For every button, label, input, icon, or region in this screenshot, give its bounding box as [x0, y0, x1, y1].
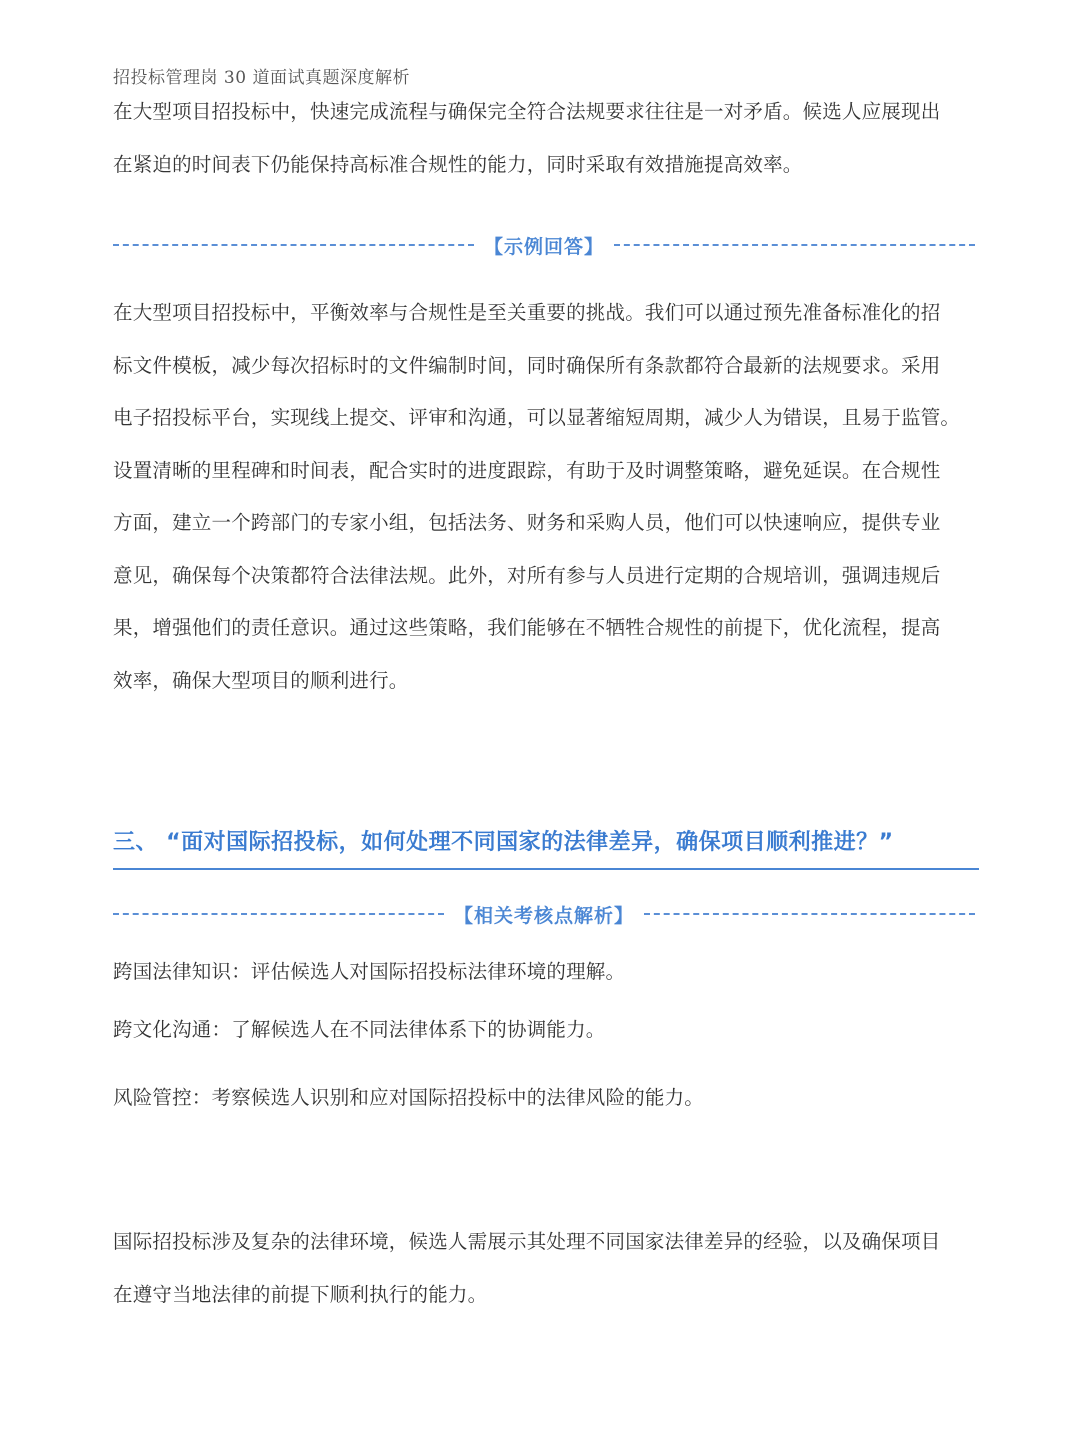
divider-dash-left [113, 244, 474, 246]
assessment-point: 跨文化沟通：了解候选人在不同法律体系下的协调能力。 [113, 1018, 606, 1041]
sample-answer-divider [113, 230, 975, 260]
assessment-points-label: 【相关考核点解析】 [454, 904, 635, 927]
answer-line: 果，增强他们的责任意识。通过这些策略，我们能够在不牺牲合规性的前提下，优化流程，提高 [113, 616, 941, 639]
answer-line: 电子招投标平台，实现线上提交、评审和沟通，可以显著缩短周期，减少人为错误，且易于监管。 [113, 406, 961, 429]
sample-answer-label: 【示例回答】 [484, 235, 605, 258]
intro-line: 在大型项目招投标中，快速完成流程与确保完全符合法规要求往往是一对矛盾。候选人应展现出 [113, 100, 941, 123]
summary-line: 在遵守当地法律的前提下顺利执行的能力。 [113, 1282, 488, 1306]
divider-dash-left [113, 913, 444, 915]
answer-line: 意见，确保每个决策都符合法律法规。此外，对所有参与人员进行定期的合规培训，强调违规后 [113, 563, 941, 587]
section-3-summary-paragraph [113, 1216, 993, 1321]
divider-dash-right [614, 244, 975, 246]
document-header-title: 招投标管理岗 30 道面试真题深度解析 [113, 68, 410, 88]
divider-dash-right [644, 913, 975, 915]
assessment-point: 跨国法律知识：评估候选人对国际招投标法律环境的理解。 [113, 960, 626, 983]
answer-line: 标文件模板，减少每次招标时的文件编制时间，同时确保所有条款都符合最新的法规要求。采用 [113, 353, 941, 377]
section-3-heading: 三、 “面对国际招投标，如何处理不同国家的法律差异，确保项目顺利推进？” [113, 822, 979, 870]
intro-line: 在紧迫的时间表下仍能保持高标准合规性的能力，同时采取有效措施提高效率。 [113, 152, 803, 176]
summary-line: 国际招投标涉及复杂的法律环境，候选人需展示其处理不同国家法律差异的经验，以及确保项目 [113, 1230, 941, 1253]
answer-line: 效率，确保大型项目的顺利进行。 [113, 668, 409, 692]
answer-line: 在大型项目招投标中，平衡效率与合规性是至关重要的挑战。我们可以通过预先准备标准化的招 [113, 301, 941, 324]
answer-line: 设置清晰的里程碑和时间表，配合实时的进度跟踪，有助于及时调整策略，避免延误。在合规性 [113, 458, 941, 482]
sample-answer-paragraph [113, 287, 993, 707]
intro-paragraph [113, 86, 993, 191]
assessment-points-divider [113, 899, 975, 929]
assessment-point: 风险管控：考察候选人识别和应对国际招投标中的法律风险的能力。 [113, 1086, 705, 1109]
answer-line: 方面，建立一个跨部门的专家小组，包括法务、财务和采购人员，他们可以快速响应，提供专业 [113, 511, 941, 534]
